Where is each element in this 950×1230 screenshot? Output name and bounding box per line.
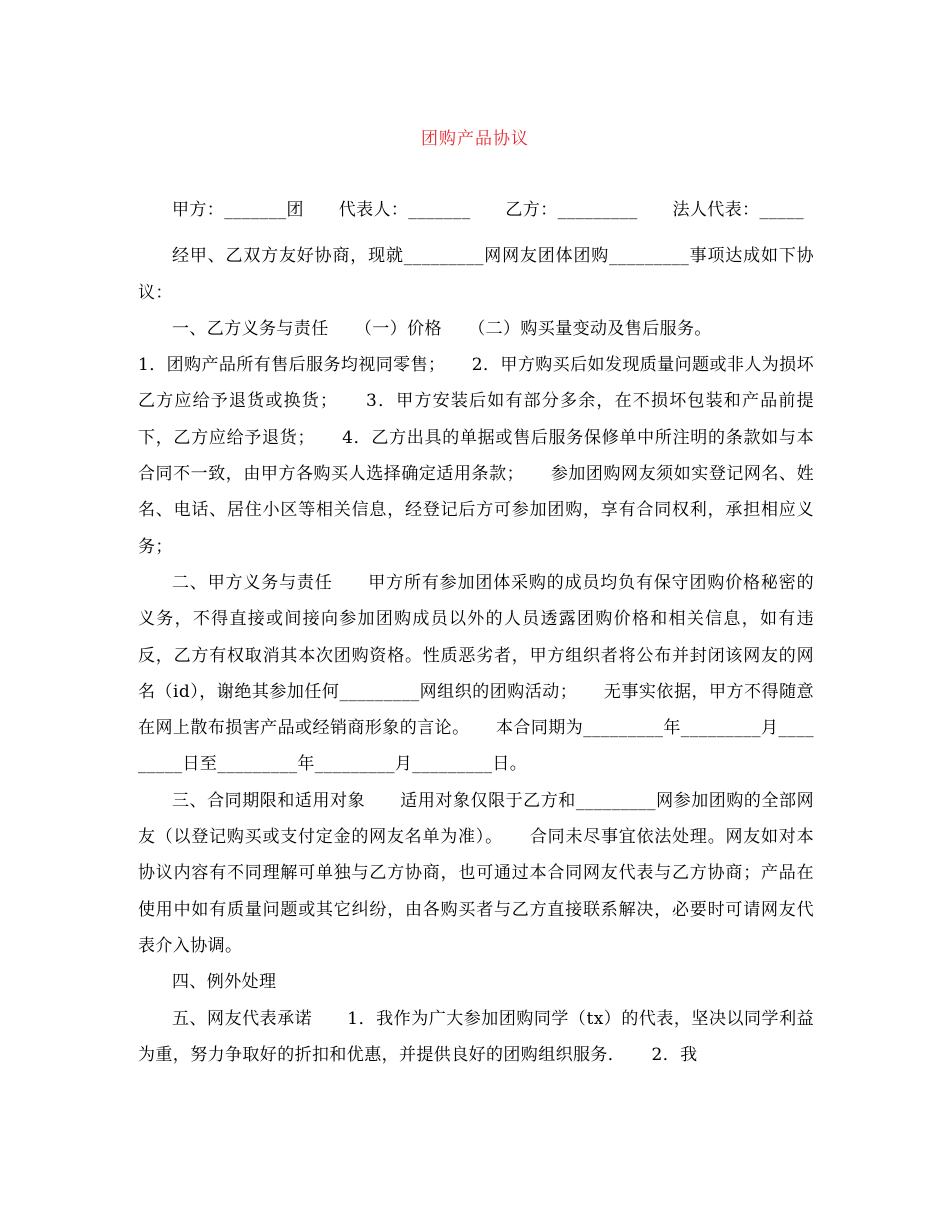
section-4-heading: 四、例外处理 [172, 972, 277, 993]
parties-paragraph: 甲方：_______团 代表人：_______ 乙方：_________ 法人代表：_____ [172, 200, 804, 220]
section-5-paragraph: 五、网友代表承诺 1．我作为广大参加团购同学（tx）的代表，坚决以同学利益为重，努力争取好的折扣和优惠，并提供良好的团购组织服务． 2．我 [138, 1008, 814, 1065]
document-title: 团购产品协议 [421, 129, 529, 149]
section-1-heading: 一、乙方义务与责任 （一）价格 （二）购买量变动及售后服务。 [172, 318, 712, 339]
intro-paragraph: 经甲、乙双方友好协商，现就_________网网友团体团购_________事项达成如下协议： [138, 246, 814, 303]
document-body [138, 192, 814, 1073]
section-3-paragraph: 三、合同期限和适用对象 适用对象仅限于乙方和_________网参加团购的全部网友（以登记购买或支付定金的网友名单为准）。 合同未尽事宜依法处理。网友如对本协议内容有不同理解可单独与乙方协商，也可通过本合同网友代表与乙方协商；产品在使用中如有质量问题或其它纠纷，由各购买者与乙方直接联系解决，必要时可请网友代表介入协调。 [138, 790, 814, 956]
section-2-paragraph: 二、甲方义务与责任 甲方所有参加团体采购的成员均负有保守团购价格秘密的义务，不得直接或间接向参加团购成员以外的人员透露团购价格和相关信息，如有违反，乙方有权取消其本次团购资格。性质恶劣者，甲方组织者将公布并封闭该网友的网名（id），谢绝其参加任何_________网组织的团购活动； 无事实依据，甲方不得随意在网上散布损害产品或经销商形象的言论。 本合同期为_________年_________月_________日至_________年_________月_________日。 [138, 572, 814, 775]
section-1-body: 1．团购产品所有售后服务均视同零售； 2．甲方购买后如发现质量问题或非人为损坏乙方应给予退货或换货； 3．甲方安装后如有部分多余，在不损坏包装和产品前提下，乙方应给予退货； 4．乙方出具的单据或售后服务保修单中所注明的条款如与本合同不一致，由甲方各购买人选择确定适用条款； 参加团购网友须如实登记网名、姓名、电话、居住小区等相关信息，经登记后方可参加团购，享有合同权利，承担相应义务； [138, 355, 814, 557]
